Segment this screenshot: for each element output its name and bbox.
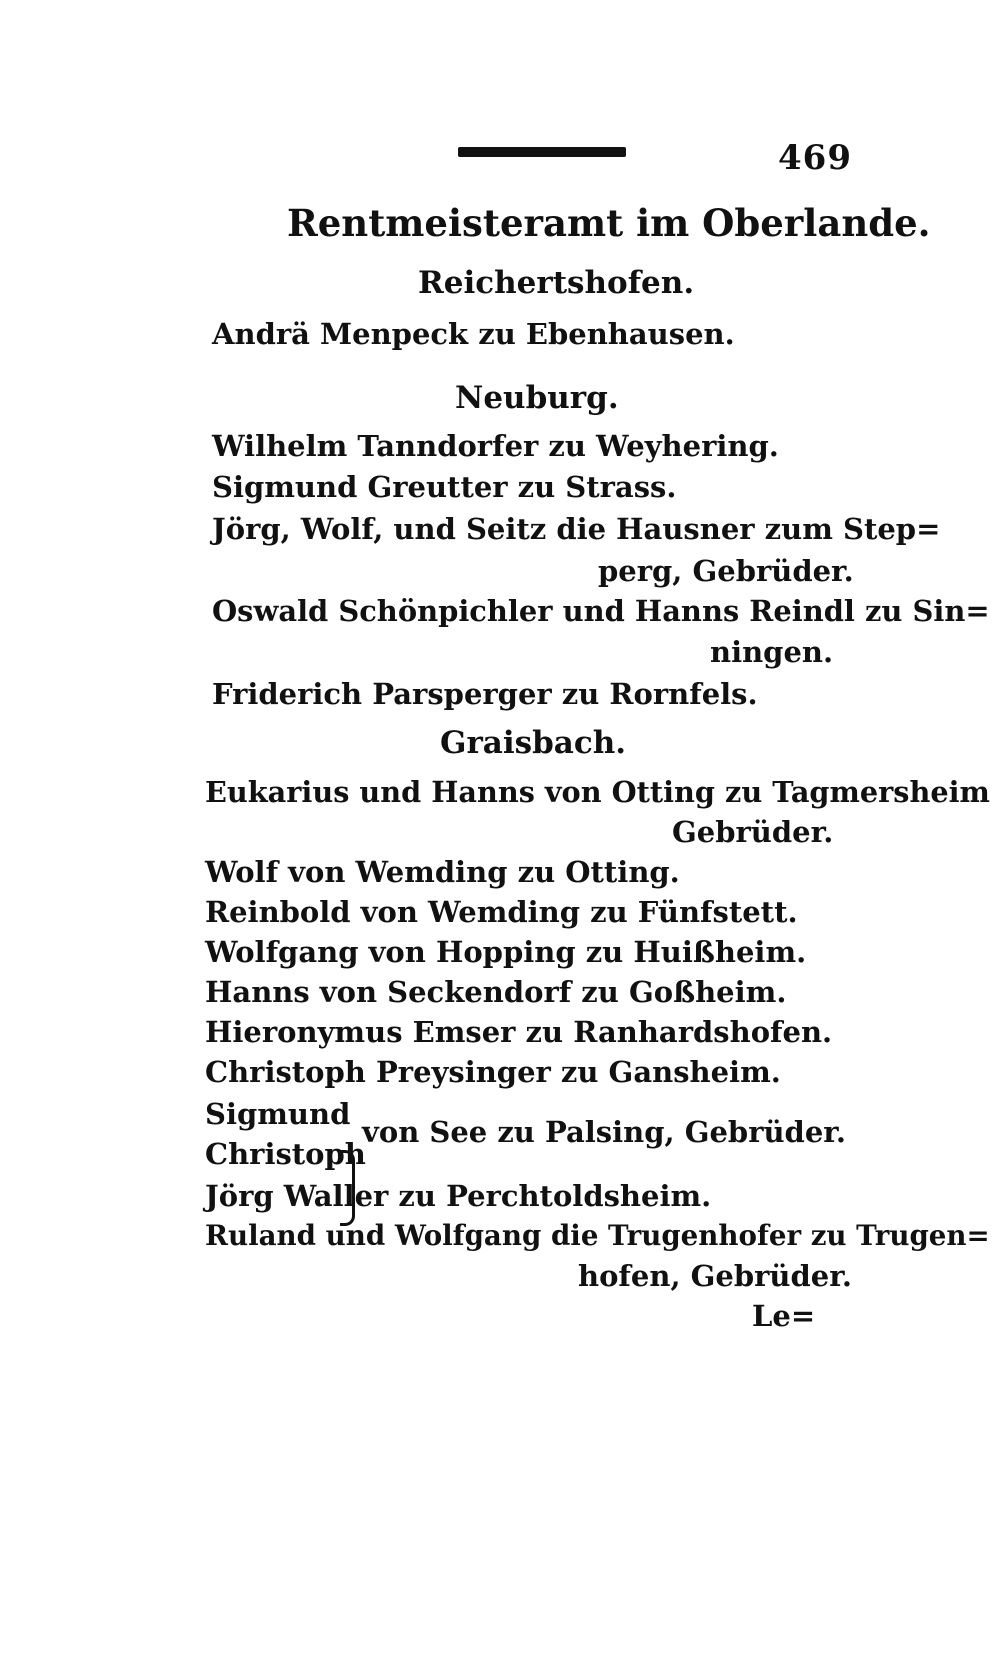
entry-line: Reinbold von Wemding zu Fünfstett.: [205, 895, 798, 929]
entry-line: Sigmund: [205, 1097, 351, 1131]
entry-line: Gebrüder.: [672, 815, 834, 849]
entry-line: Wilhelm Tanndorfer zu Weyhering.: [212, 429, 779, 463]
entry-line: Jörg, Wolf, und Seitz die Hausner zum Step=: [212, 512, 941, 546]
entry-line: Sigmund Greutter zu Strass.: [212, 470, 677, 504]
entry-line: Christoph: [205, 1137, 366, 1171]
section-heading: Graisbach.: [440, 725, 627, 761]
entry-line: Jörg Waller zu Perchtoldsheim.: [205, 1179, 712, 1213]
entry-line: Oswald Schönpichler und Hanns Reindl zu Sin=: [212, 594, 990, 628]
entry-line: Friderich Parsperger zu Rornfels.: [212, 677, 758, 711]
header-rule: [458, 147, 626, 157]
entry-line: Eukarius und Hanns von Otting zu Tagmersheim: [205, 775, 990, 809]
catchword: Le=: [752, 1299, 816, 1333]
entry-line: Ruland und Wolfgang die Trugenhofer zu Trugen=: [205, 1219, 990, 1252]
entry-line: Christoph Preysinger zu Gansheim.: [205, 1055, 781, 1089]
entry-line: hofen, Gebrüder.: [578, 1259, 852, 1293]
section-heading: Neuburg.: [455, 380, 619, 416]
entry-line: Hieronymus Emser zu Ranhardshofen.: [205, 1015, 833, 1049]
entry-line: Hanns von Seckendorf zu Goßheim.: [205, 975, 787, 1009]
entry-line: ningen.: [710, 635, 834, 669]
entry-line: Wolf von Wemding zu Otting.: [205, 855, 680, 889]
page-number: 469: [778, 138, 852, 178]
entry-line: Andrä Menpeck zu Ebenhausen.: [212, 317, 735, 351]
page-title: Rentmeisteramt im Oberlande.: [287, 201, 931, 245]
section-heading: Reichertshofen.: [418, 265, 695, 301]
entry-line: perg, Gebrüder.: [598, 554, 854, 588]
entry-line: von See zu Palsing, Gebrüder.: [362, 1115, 846, 1149]
entry-line: Wolfgang von Hopping zu Huißheim.: [205, 935, 807, 969]
